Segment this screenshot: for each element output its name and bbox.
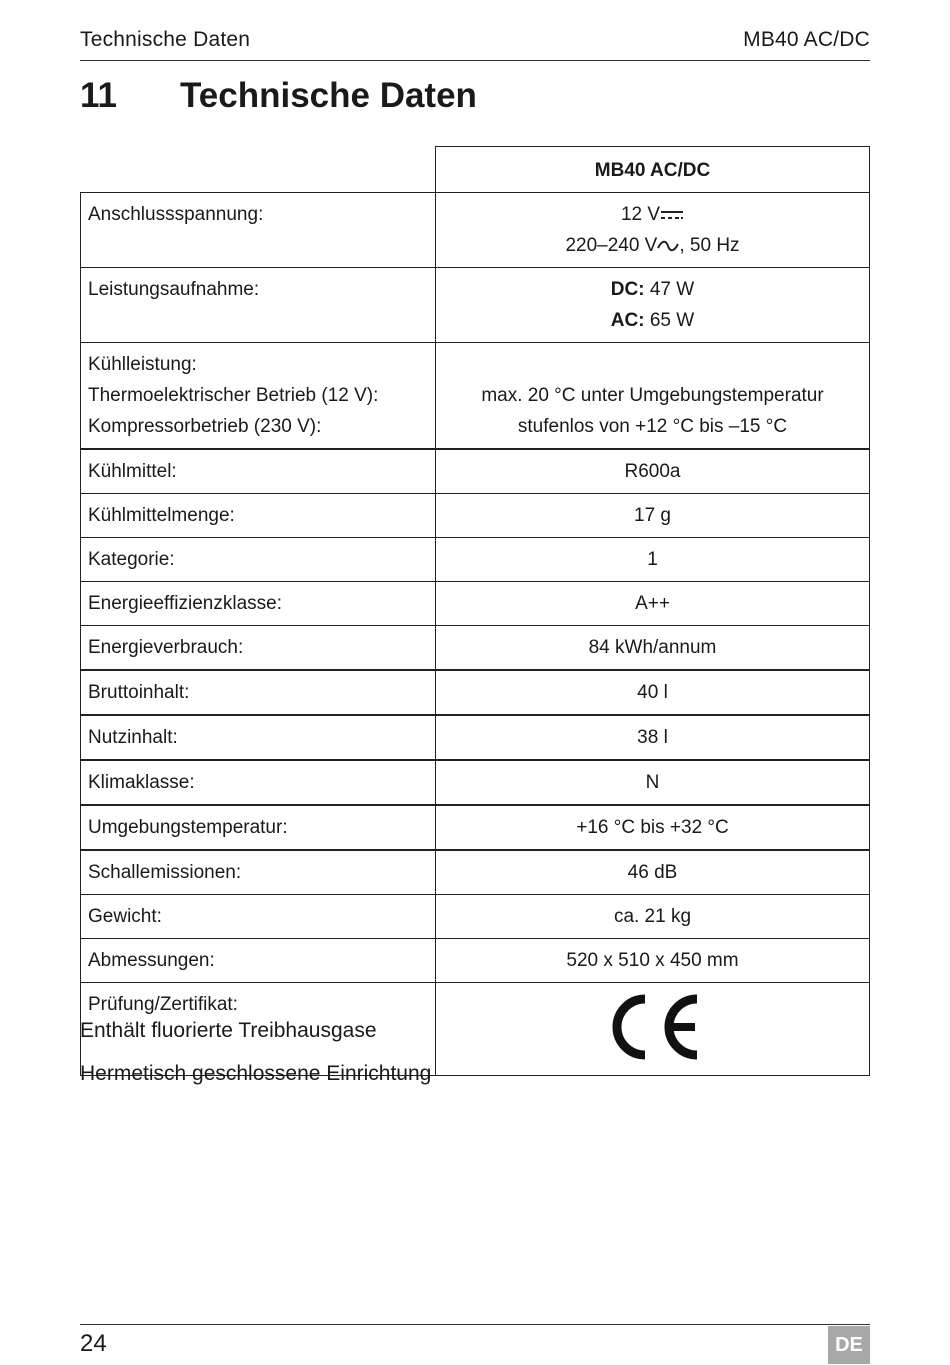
ac-voltage: 220–240 V (565, 235, 658, 256)
table-row (81, 449, 870, 494)
notes (80, 1018, 431, 1104)
empty-header-cell (81, 147, 436, 193)
row-value: 46 dB (436, 850, 870, 895)
thermo-value: max. 20 °C unter Umgebungstemperatur (481, 385, 824, 406)
row-label: Energieverbrauch: (81, 626, 436, 671)
row-label: Nutzinhalt: (81, 715, 436, 760)
row-label: Anschlussspannung: (81, 193, 436, 268)
ac-symbol-icon (657, 240, 679, 252)
row-value (436, 193, 870, 268)
row-value (436, 343, 870, 450)
table-row (81, 895, 870, 939)
row-value: A++ (436, 582, 870, 626)
table-row (81, 193, 870, 268)
row-value: +16 °C bis +32 °C (436, 805, 870, 850)
row-value: R600a (436, 449, 870, 494)
table-row (81, 582, 870, 626)
language-badge: DE (828, 1326, 870, 1364)
row-label: Umgebungstemperatur: (81, 805, 436, 850)
ac-frequency: , 50 Hz (679, 235, 740, 256)
row-value: 84 kWh/annum (436, 626, 870, 671)
row-value: 17 g (436, 494, 870, 538)
chapter-title: Technische Daten (180, 76, 477, 115)
row-label: Bruttoinhalt: (81, 670, 436, 715)
ac-key: AC: (610, 310, 645, 331)
column-header: MB40 AC/DC (436, 147, 870, 193)
table-row (81, 626, 870, 671)
row-value: 40 l (436, 670, 870, 715)
table-row (81, 670, 870, 715)
row-label: Kühlmittelmenge: (81, 494, 436, 538)
dc-voltage: 12 V (620, 204, 661, 225)
row-label: Prüfung/Zertifikat: (81, 983, 436, 1076)
row-value: N (436, 760, 870, 805)
note-fluorinated-gases: Enthält fluorierte Treibhausgase (80, 1019, 377, 1042)
row-label (81, 343, 436, 450)
thermo-label: Thermoelektrischer Betrieb (12 V): (88, 385, 379, 406)
page-number: 24 (80, 1330, 107, 1357)
table-header-row (81, 147, 870, 193)
table-row (81, 343, 870, 450)
chapter-heading (80, 76, 477, 116)
table-row (81, 715, 870, 760)
running-header-left: Technische Daten (80, 28, 251, 51)
row-label: Energieeffizienzklasse: (81, 582, 436, 626)
row-label: Schallemissionen: (81, 850, 436, 895)
note-hermetic: Hermetisch geschlossene Einrichtung (80, 1062, 432, 1085)
table-row (81, 939, 870, 983)
row-label: Kategorie: (81, 538, 436, 582)
row-label: Kühlmittel: (81, 449, 436, 494)
dc-power: 47 W (644, 279, 695, 300)
row-value (436, 268, 870, 343)
row-value: 520 x 510 x 450 mm (436, 939, 870, 983)
footer-rule (80, 1324, 870, 1325)
ac-power: 65 W (644, 310, 695, 331)
running-header-right: MB40 AC/DC (743, 28, 870, 51)
chapter-number: 11 (80, 76, 117, 115)
table-row (81, 850, 870, 895)
row-value: 1 (436, 538, 870, 582)
row-value (436, 983, 870, 1076)
row-label: Klimaklasse: (81, 760, 436, 805)
table-row (81, 268, 870, 343)
row-value: ca. 21 kg (436, 895, 870, 939)
row-label: Gewicht: (81, 895, 436, 939)
table-row (81, 760, 870, 805)
spec-table (80, 146, 870, 1076)
row-label: Abmessungen: (81, 939, 436, 983)
dc-symbol-icon (660, 209, 684, 221)
ce-mark-icon (605, 993, 701, 1061)
row-value: 38 l (436, 715, 870, 760)
compressor-value: stufenlos von +12 °C bis –15 °C (517, 416, 788, 437)
running-header (80, 28, 870, 61)
compressor-label: Kompressorbetrieb (230 V): (88, 416, 322, 437)
table-row (81, 805, 870, 850)
table-row (81, 494, 870, 538)
row-label: Leistungsaufnahme: (81, 268, 436, 343)
cooling-label: Kühlleistung: (88, 354, 197, 375)
table-row (81, 538, 870, 582)
dc-key: DC: (610, 279, 645, 300)
